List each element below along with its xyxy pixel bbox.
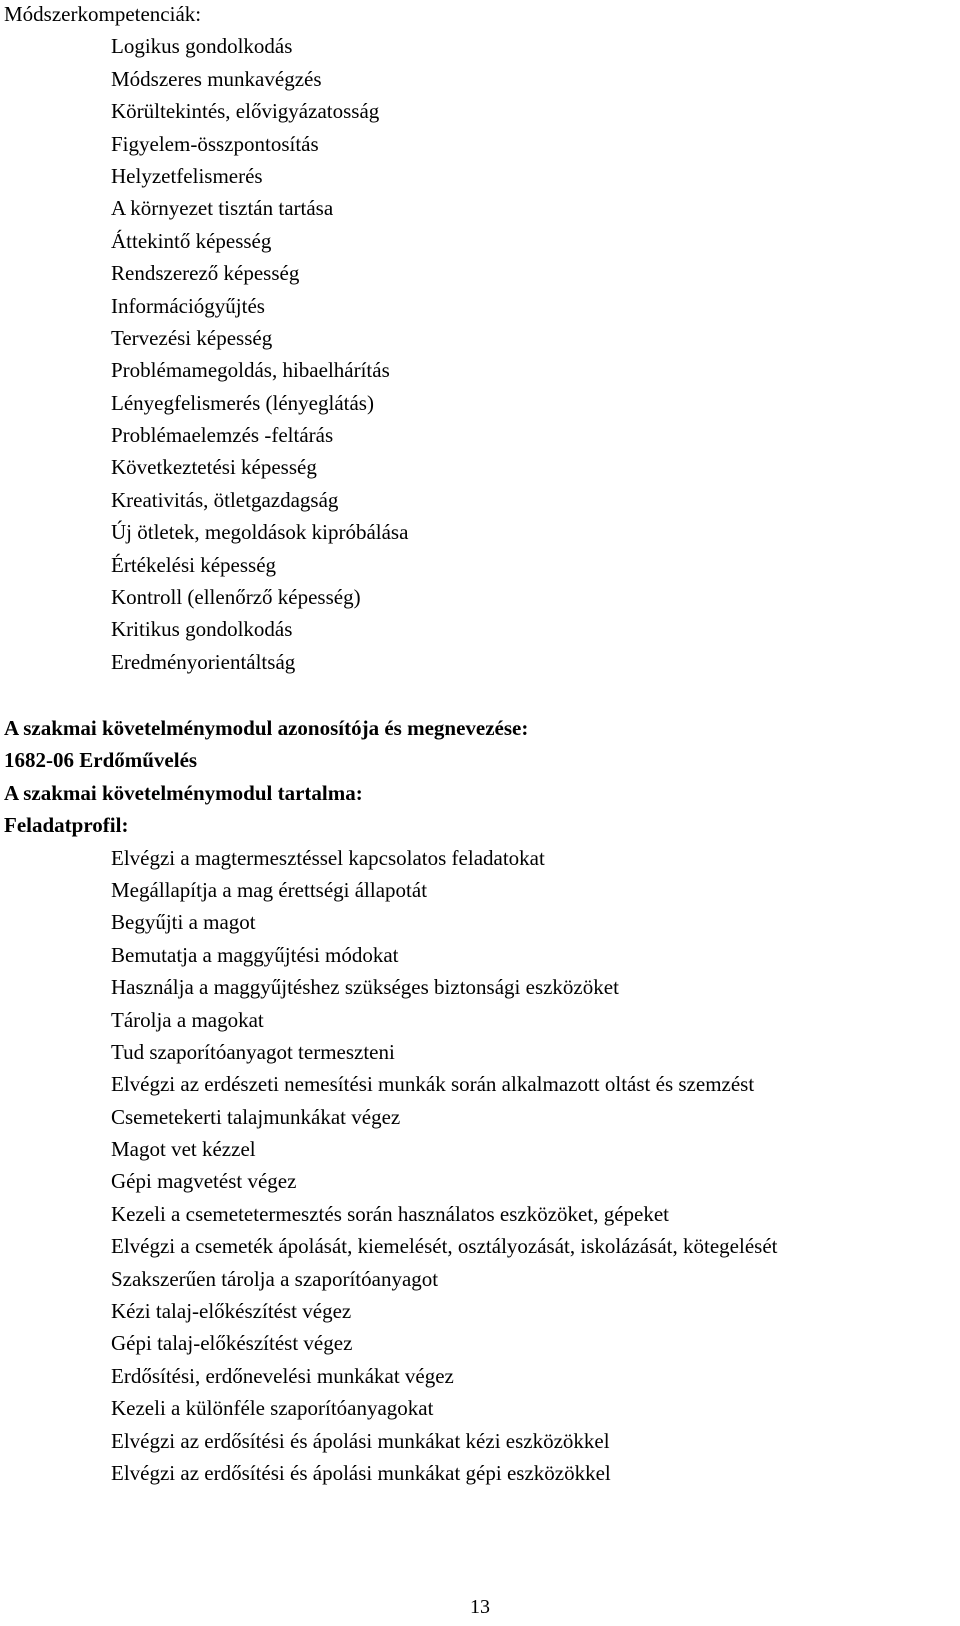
- list-item: Kritikus gondolkodás: [111, 617, 293, 642]
- list-item: Figyelem-összpontosítás: [111, 131, 319, 156]
- list-item: Elvégzi az erdősítési és ápolási munkákat kézi eszközökkel: [111, 1428, 610, 1453]
- list-item: Helyzetfelismerés: [111, 163, 263, 188]
- list-item: Elvégzi az erdősítési és ápolási munkákat gépi eszközökkel: [111, 1460, 611, 1485]
- list-item: Használja a maggyűjtéshez szükséges biztonsági eszközöket: [111, 975, 619, 1000]
- list-item: Elvégzi az erdészeti nemesítési munkák során alkalmazott oltást és szemzést: [111, 1072, 755, 1097]
- task-list: [4, 842, 954, 1490]
- list-item: Módszeres munkavégzés: [111, 66, 322, 91]
- list-item: Elvégzi a csemeték ápolását, kiemelését, osztályozását, iskolázását, kötegelését: [111, 1234, 778, 1259]
- list-item: Problémamegoldás, hibaelhárítás: [111, 358, 390, 383]
- list-item: A környezet tisztán tartása: [111, 196, 334, 221]
- list-item: Erdősítési, erdőnevelési munkákat végez: [111, 1363, 454, 1388]
- list-item: Csemetekerti talajmunkákat végez: [111, 1104, 401, 1129]
- page-number: 13: [470, 1596, 490, 1618]
- list-item: Gépi magvetést végez: [111, 1169, 297, 1194]
- list-item: Áttekintő képesség: [111, 228, 272, 253]
- method-competencies-list: [4, 30, 954, 678]
- module-code-name: 1682-06 Erdőművelés: [4, 748, 198, 773]
- list-item: Megállapítja a mag érettségi állapotát: [111, 877, 428, 902]
- list-item: Eredményorientáltság: [111, 649, 296, 674]
- list-item: Következtetési képesség: [111, 455, 317, 480]
- module-id-heading: A szakmai követelménymodul azonosítója és megnevezése:: [4, 716, 529, 740]
- list-item: Elvégzi a magtermesztéssel kapcsolatos feladatokat: [111, 845, 545, 870]
- list-item: Kontroll (ellenőrző képesség): [111, 585, 361, 610]
- list-item: Kézi talaj-előkészítést végez: [111, 1299, 352, 1324]
- list-item: Tud szaporítóanyagot termeszteni: [111, 1039, 395, 1064]
- task-profile-heading: Feladatprofil:: [4, 813, 129, 838]
- list-item: Szakszerűen tárolja a szaporítóanyagot: [111, 1266, 439, 1291]
- list-item: Értékelési képesség: [111, 552, 277, 577]
- module-content-heading: A szakmai követelménymodul tartalma:: [4, 780, 363, 805]
- list-item: Tervezési képesség: [111, 325, 273, 350]
- list-item: Kezeli a csemetetermesztés során használatos eszközöket, gépeket: [111, 1201, 669, 1226]
- list-item: Körültekintés, elővigyázatosság: [111, 99, 380, 124]
- list-item: Bemutatja a maggyűjtési módokat: [111, 942, 399, 967]
- list-item: Rendszerező képesség: [111, 261, 300, 286]
- list-item: Logikus gondolkodás: [111, 34, 293, 59]
- module-section: [4, 712, 954, 1489]
- method-competencies-heading: Módszerkompetenciák:: [4, 2, 202, 26]
- list-item: Magot vet kézzel: [111, 1137, 256, 1162]
- list-item: Új ötletek, megoldások kipróbálása: [111, 520, 409, 545]
- list-item: Problémaelemzés -feltárás: [111, 423, 334, 448]
- list-item: Kezeli a különféle szaporítóanyagokat: [111, 1396, 434, 1421]
- list-item: Információgyűjtés: [111, 293, 265, 318]
- method-competencies-section: [4, 0, 954, 678]
- list-item: Begyűjti a magot: [111, 910, 256, 935]
- list-item: Kreativitás, ötletgazdagság: [111, 487, 339, 512]
- list-item: Gépi talaj-előkészítést végez: [111, 1331, 353, 1356]
- list-item: Tárolja a magokat: [111, 1007, 264, 1032]
- list-item: Lényegfelismerés (lényeglátás): [111, 390, 374, 415]
